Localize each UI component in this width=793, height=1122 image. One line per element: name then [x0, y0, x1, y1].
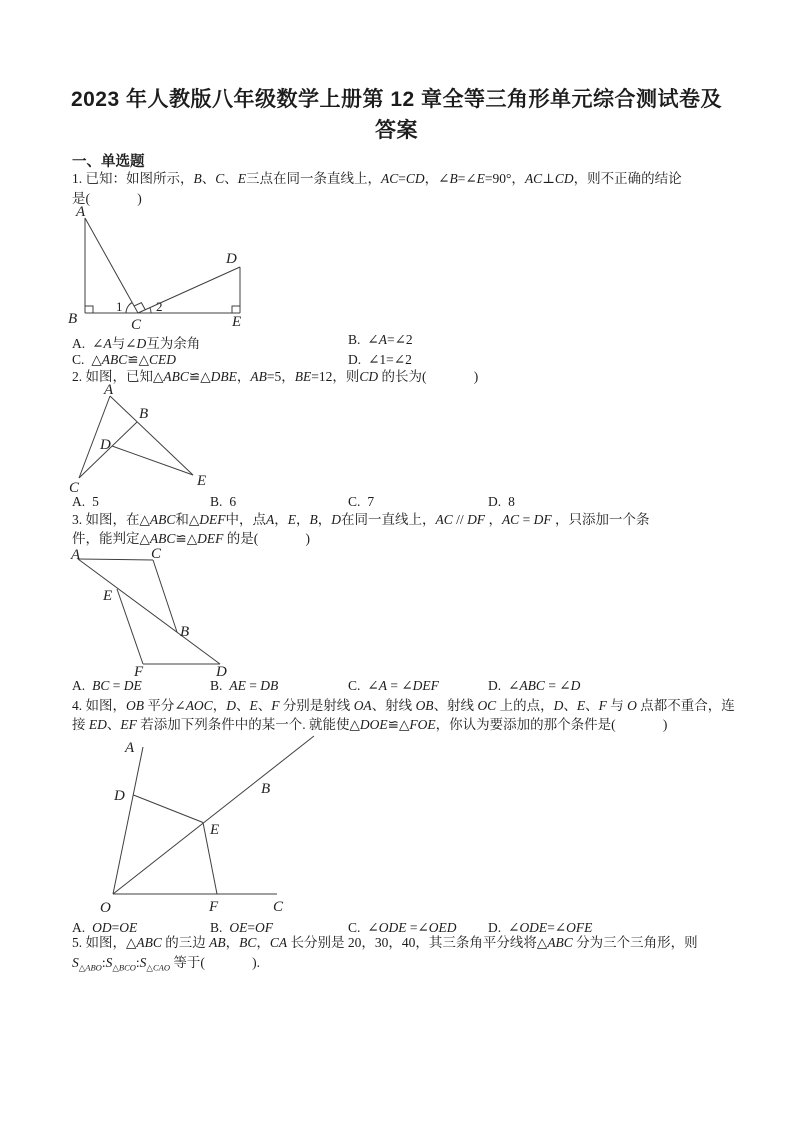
vertex-label-C: C	[131, 317, 142, 333]
q4-option-c: C. ∠ODE =∠OED	[348, 920, 457, 935]
vertex-label-E: E	[197, 473, 207, 489]
vertex-label-E: E	[210, 822, 220, 838]
q2-figure-nested-triangles	[60, 381, 220, 496]
ray-OA	[113, 747, 143, 894]
angle-label-2: 2	[156, 299, 163, 314]
vertex-label-C: C	[151, 546, 162, 562]
vertex-label-B: B	[68, 311, 78, 327]
q4-option-b: B. OE=OF	[210, 920, 274, 935]
vertex-label-D: D	[100, 437, 111, 453]
q2-option-b: B. 6	[210, 494, 237, 509]
vertex-label-E: E	[103, 588, 113, 604]
vertex-label-A: A	[104, 382, 114, 398]
vertex-label-C: C	[69, 480, 80, 496]
segment-CB	[153, 560, 177, 632]
document-title	[0, 84, 793, 146]
vertex-label-D: D	[216, 664, 227, 680]
q1-figure-right-triangles	[60, 200, 250, 333]
q1-option-b: B. ∠A=∠2	[348, 332, 413, 347]
angle-2-arc	[150, 308, 151, 313]
right-angle-mark-E	[232, 306, 240, 313]
segment-EF	[117, 589, 143, 664]
q3-option-d: D. ∠ABC = ∠D	[488, 678, 581, 693]
q4-text-line-1: 4. 如图，OB 平分∠AOC，D、E、F 分别是射线 OA、射线 OB、射线 OC 上的点，D、E、F 与 O 点都不重合，连	[72, 698, 735, 713]
segment-AD	[78, 559, 220, 664]
ray-OB	[113, 736, 314, 894]
q4-option-d: D. ∠ODE=∠OFE	[488, 920, 593, 935]
section-heading: 一、单选题	[72, 154, 145, 170]
q3-option-c: C. ∠A = ∠DEF	[348, 678, 439, 693]
q3-text-line-1: 3. 如图，在△ABC和△DEF中，点A，E，B，D在同一直线上，AC // DF ，AC = DF ，只添加一个条	[72, 512, 650, 527]
vertex-label-B: B	[139, 406, 149, 422]
vertex-label-B: B	[261, 781, 271, 797]
vertex-label-E: E	[232, 314, 242, 330]
vertex-label-F: F	[209, 899, 219, 915]
vertex-label-C: C	[273, 899, 284, 915]
segment-AC	[85, 218, 138, 313]
q1-option-d: D. ∠1=∠2	[348, 352, 412, 367]
q1-option-c: C. △ABC≌△CED	[72, 352, 176, 367]
q1-text-line-2: 是( )	[72, 191, 142, 206]
q5-text-line-2: $S_{\triangle ABO}:S_{\triangle BCO}:S_{\triangle CAO}$ 等于( ).	[72, 955, 260, 973]
vertex-label-D: D	[226, 251, 237, 267]
title-line-1: 2023 年人教版八年级数学上册第 12 章全等三角形单元综合测试卷及	[70, 88, 723, 111]
segment-CD	[138, 267, 240, 313]
q3-figure-parallelogram-triangles	[60, 544, 235, 680]
q1-text-line-1: 1. 已知：如图所示，B、C、E三点在同一条直线上，AC=CD，∠B=∠E=90°，AC⊥CD，则不正确的结论	[72, 171, 682, 186]
q3-text-line-2: 件，能判定△ABC≌△DEF 的是( )	[72, 531, 310, 546]
angle-label-1: 1	[116, 299, 123, 314]
q3-option-a: A. BC = DE	[72, 678, 142, 693]
vertex-label-A: A	[76, 204, 86, 220]
q4-option-a: A. OD=OE	[72, 920, 138, 935]
q2-option-c: C. 7	[348, 494, 375, 509]
vertex-label-A: A	[71, 547, 81, 563]
q4-figure-angle-bisector-rays	[95, 735, 325, 917]
segment-DE	[134, 795, 204, 823]
segment-DE	[112, 446, 193, 475]
q2-option-a: A. 5	[72, 494, 99, 509]
segment-AC	[78, 559, 153, 560]
vertex-label-B: B	[180, 624, 190, 640]
q5-text-line-1: 5. 如图，△ABC 的三边 AB，BC，CA 长分别是 20，30，40，其三条角平分线将△ABC 分为三个三角形，则	[72, 935, 698, 950]
vertex-label-A: A	[125, 740, 135, 756]
angle-1-arc	[126, 303, 132, 314]
vertex-label-D: D	[114, 788, 125, 804]
q2-option-d: D. 8	[488, 494, 515, 509]
q1-option-a: A. ∠A与∠D互为余角	[72, 336, 201, 351]
vertex-label-O: O	[100, 900, 111, 916]
q3-option-b: B. AE = DB	[210, 678, 279, 693]
right-angle-mark-B	[85, 306, 93, 313]
vertex-label-F: F	[134, 664, 144, 680]
title-line-2: 答案	[375, 119, 418, 142]
q4-text-line-2: 接 ED、EF 若添加下列条件中的某一个. 就能使△DOE≌△FOE，你认为要添加的那个条件是( )	[72, 717, 668, 732]
q2-text-line-1: 2. 如图，已知△ABC≌△DBE，AB=5，BE=12，则CD 的长为( )	[72, 369, 479, 384]
